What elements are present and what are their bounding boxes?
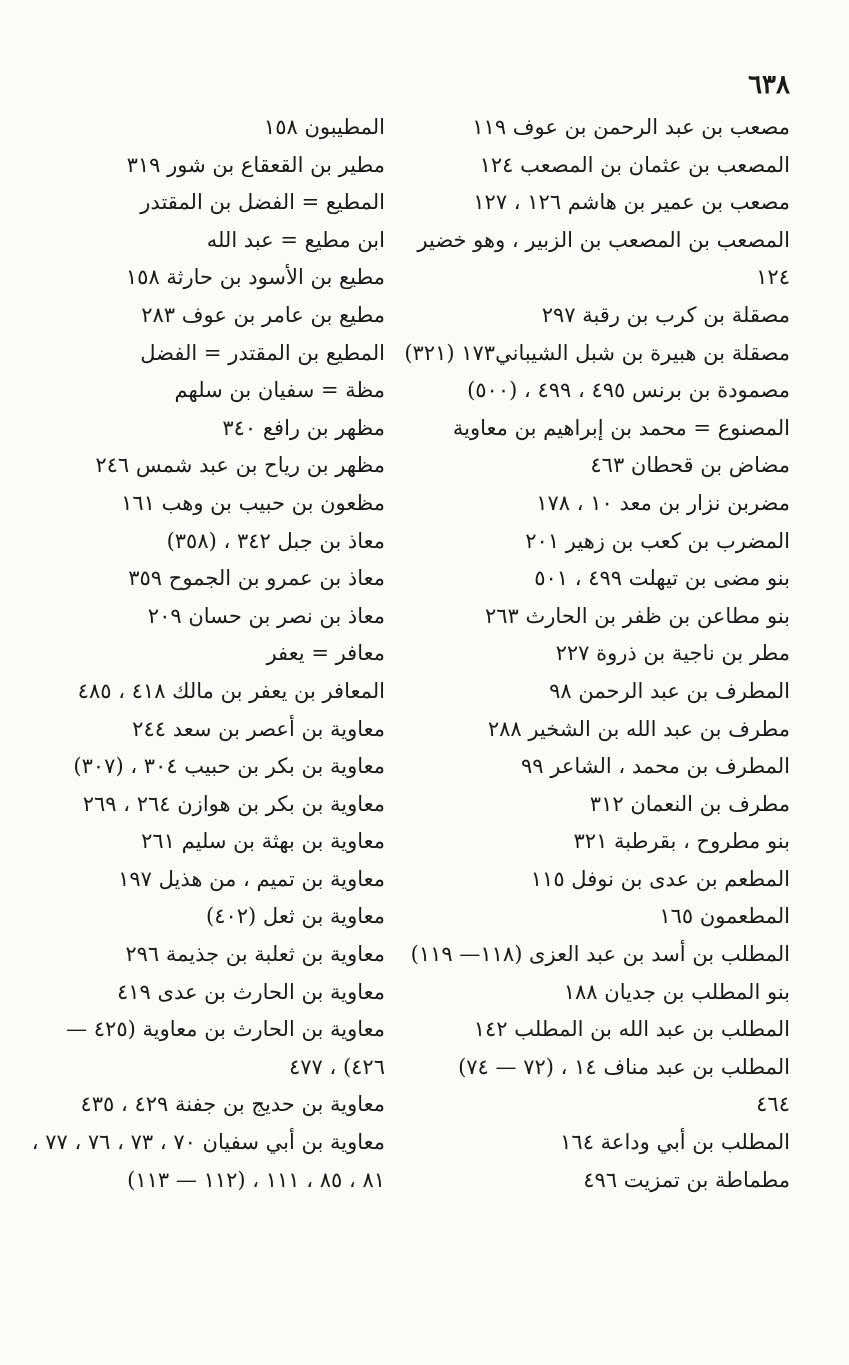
index-entry: مظة = سفيان بن سلهم [174,378,385,403]
index-entry: معاوية بن ثعلبة بن جذيمة ٢٩٦ [125,942,385,967]
index-entry: مطرف بن عبد الله بن الشخير ٢٨٨ [487,716,790,741]
index-entry: المطرف بن عبد الرحمن ٩٨ [549,678,790,703]
index-entry: مطماطة بن تمزيت ٤٩٦ [583,1167,790,1192]
index-entry: معاوية بن بهثة بن سليم ٢٦١ [141,829,385,854]
index-entry: المطعم بن عدى بن نوفل ١١٥ [530,866,790,891]
index-entry: المطيع بن المقتدر = الفضل [140,340,385,365]
index-entry: معاوية بن أعصر بن سعد ٢٤٤ [132,716,385,741]
index-entry: ٨١ ، ٨٥ ، ١١١ ، (١١٢ — ١١٣) [127,1167,385,1192]
index-entry: معاوية بن ثعل (٤٠٢) [206,904,385,929]
index-entry: المطيع = الفضل بن المقتدر [140,190,385,215]
index-entry: المطرف بن محمد ، الشاعر ٩٩ [521,754,790,779]
index-entry: مصمودة بن برنس ٤٩٥ ، ٤٩٩ ، (٥٠٠) [467,378,790,403]
index-entry: ١٢٤ [756,265,790,290]
index-entry: مطير بن القعقاع بن شور ٣١٩ [126,152,385,177]
index-entry: ٤٦٤ [756,1092,790,1117]
index-entry: المعافر بن يعفر بن مالك ٤١٨ ، ٤٨٥ [77,678,385,703]
index-entry: المضرب بن كعب بن زهير ٢٠١ [525,528,790,553]
index-entry: معافر = يعفر [266,641,385,666]
index-entry: مطرف بن النعمان ٣١٢ [589,791,790,816]
index-entry: معاذ بن نصر بن حسان ٢٠٩ [147,603,385,628]
index-entry: معاوية بن أبي سفيان ٧٠ ، ٧٣ ، ٧٦ ، ٧٧ ، [31,1130,385,1155]
index-entry: المطيبون ١٥٨ [263,115,385,139]
index-entry: المطعمون ١٦٥ [659,904,790,929]
index-entry: مصعب بن عمير بن هاشم ١٢٦ ، ١٢٧ [473,190,790,215]
index-entry: المطلب بن عبد الله بن المطلب ١٤٢ [473,1017,790,1042]
index-entry: بنو مطروح ، بقرطبة ٣٢١ [573,829,790,854]
index-entry: المطلب بن عبد مناف ١٤ ، (٧٢ — ٧٤) [458,1054,790,1079]
index-entry: معاوية بن الحارث بن عدى ٤١٩ [117,979,385,1004]
index-entry: بنو مضى بن تيهلت ٤٩٩ ، ٥٠١ [534,566,790,591]
index-entry: معاوية بن بكر بن هوازن ٢٦٤ ، ٢٦٩ [82,791,385,816]
index-entry: مطيع بن عامر بن عوف ٢٨٣ [141,302,385,327]
page-number: ٦٣٨ [748,70,790,100]
index-entry: معاذ بن جبل ٣٤٢ ، (٣٥٨) [166,528,385,553]
index-entry: المصعب بن عثمان بن المصعب ١٢٤ [479,152,790,177]
index-entry: مظهر بن رافع ٣٤٠ [222,415,385,440]
index-column-left [15,112,385,1202]
index-entry: مطر بن ناجية بن ذروة ٢٢٧ [555,641,790,666]
index-entry: المصعب بن المصعب بن الزبير ، وهو خضير [417,227,790,252]
index-entry: المطلب بن أسد بن عبد العزى (١١٨— ١١٩) [410,942,790,967]
index-entry: مظهر بن رياح بن عبد شمس ٢٤٦ [95,453,385,478]
index-entry: مصعب بن عبد الرحمن بن عوف ١١٩ [472,115,790,139]
index-entry: بنو المطلب بن جديان ١٨٨ [563,979,790,1004]
index-entry: بنو مطاعن بن ظفر بن الحارث ٢٦٣ [485,603,790,628]
index-entry: المطلب بن أبي وداعة ١٦٤ [560,1130,790,1155]
index-column-right [404,112,790,1202]
index-entry: معاوية بن تميم ، من هذيل ١٩٧ [118,866,385,891]
index-entry: مضاض بن قحطان ٤٦٣ [590,453,790,478]
index-entry: مصقلة بن هبيرة بن شبل الشيباني١٧٣ (٣٢١) [404,340,790,365]
index-entry: مطيع بن الأسود بن حارثة ١٥٨ [125,265,385,290]
index-entry: مظعون بن حبيب بن وهب ١٦١ [121,490,385,515]
index-entry: معاوية بن بكر بن حبيب ٣٠٤ ، (٣٠٧) [73,754,385,779]
index-entry: مضربن نزار بن معد ١٠ ، ١٧٨ [536,490,790,515]
index-entry: المصنوع = محمد بن إبراهيم بن معاوية [452,415,790,440]
index-entry: معاذ بن عمرو بن الجموح ٣٥٩ [128,566,385,591]
index-entry: ٤٢٦) ، ٤٧٧ [288,1054,385,1079]
index-entry: معاوية بن حديج بن جفنة ٤٢٩ ، ٤٣٥ [80,1092,385,1117]
index-entry: ابن مطيع = عبد الله [206,227,385,252]
index-entry: معاوية بن الحارث بن معاوية (٤٢٥ — [66,1017,385,1042]
index-entry: مصقلة بن كرب بن رقبة ٢٩٧ [541,302,790,327]
